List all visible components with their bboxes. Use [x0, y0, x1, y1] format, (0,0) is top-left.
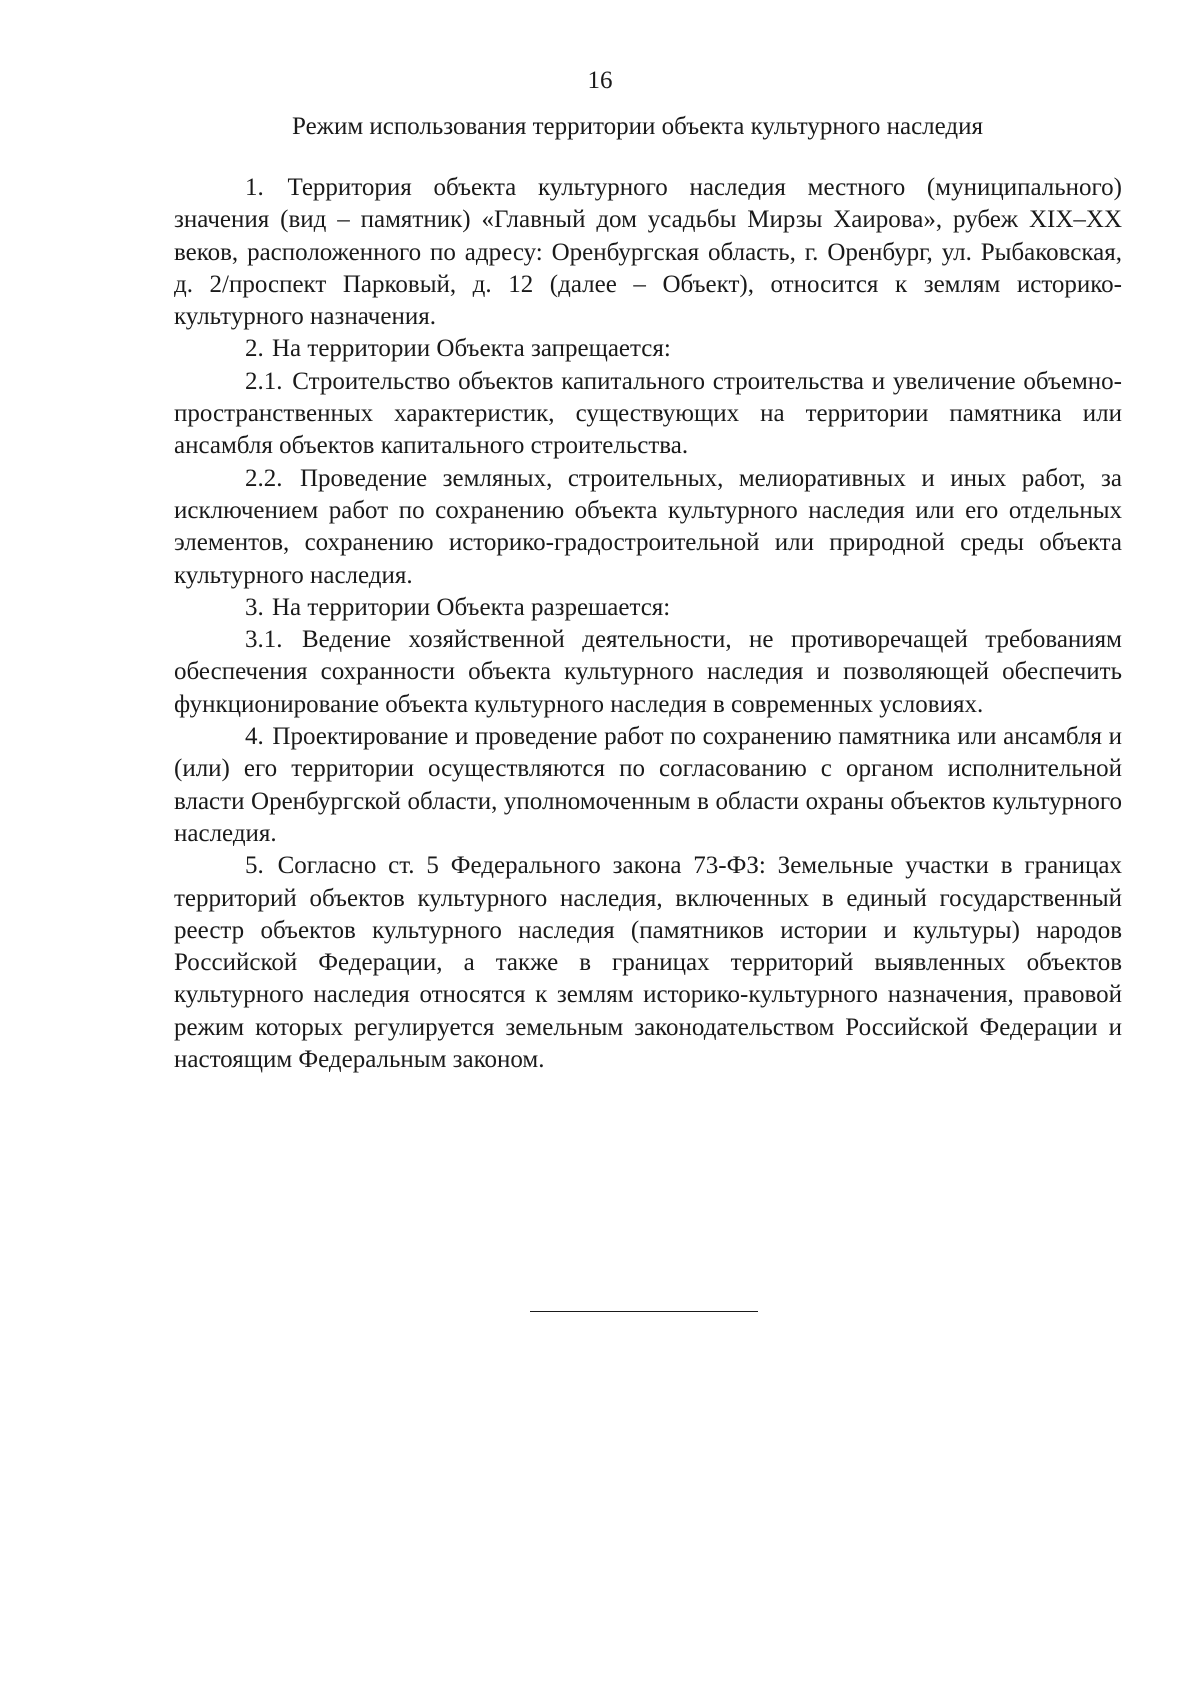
paragraph-3-1 [174, 624, 1122, 721]
paragraph-text: Проведение земляных, строительных, мелиоративных и иных работ, за исключением работ по сохранению объекта культурного наследия или его отдельных элементов, сохранению историко-градостроительной или природной среды объекта культурного наследия. [174, 464, 1123, 589]
paragraph-number: 4. [245, 723, 264, 751]
paragraph-number: 5. [245, 852, 264, 880]
paragraph-text: Согласно ст. 5 Федерального закона 73-ФЗ: Земельные участки в границах территорий объектов культурного наследия, включенных в единый государственный реестр объектов культурного наследия (памятников истории и культуры) народов Российской Федерации, а также в границах территорий выявленных объектов культурного наследия относятся к землям историко-культурного назначения, правовой режим которых регулируется земельным законодательством Российской Федерации и настоящим Федеральным законом. [174, 852, 1123, 1074]
end-divider-line [530, 1311, 758, 1312]
paragraph-text: На территории Объекта запрещается: [272, 335, 671, 363]
document-body [174, 172, 1122, 1076]
paragraph-number: 1. [245, 174, 264, 201]
paragraph-2 [174, 333, 1122, 365]
paragraph-text: На территории Объекта разрешается: [272, 593, 671, 621]
paragraph-text: Ведение хозяйственной деятельности, не противоречащей требованиям обеспечения сохранности объекта культурного наследия и позволяющей обеспечить функционирование объекта культурного наследия в современных условиях. [174, 626, 1123, 718]
paragraph-text: Территория объекта культурного наследия местного (муниципального) значения (вид – памятник) «Главный дом усадьбы Мирзы Хаирова», рубеж XIX–XX веков, расположенного по адресу: Оренбургская область, г. Оренбург, ул. Рыбаковская, д. 2/проспект Парковый, д. 12 (далее – Объект), относится к землям историко-культурного назначения. [174, 174, 1123, 331]
paragraph-3 [174, 592, 1122, 624]
paragraph-number: 3.1. [245, 626, 283, 654]
document-title: Режим использования территории объекта культурного наследия [292, 113, 984, 140]
paragraph-number: 2. [245, 335, 264, 363]
paragraph-number: 3. [245, 593, 264, 621]
paragraph-text: Проектирование и проведение работ по сохранению памятника или ансамбля и (или) его территории осуществляются по согласованию с органом исполнительной власти Оренбургской области, уполномоченным в области охраны объектов культурного наследия. [174, 723, 1122, 847]
paragraph-2-1 [174, 366, 1122, 463]
paragraph-number: 2.1. [245, 367, 283, 395]
paragraph-2-2 [174, 463, 1122, 592]
paragraph-text: Строительство объектов капитального строительства и увеличение объемно-пространственных характеристик, существующих на территории памятника или ансамбля объектов капитального строительства. [174, 367, 1122, 460]
page-number: 16 [587, 67, 613, 94]
paragraph-1 [174, 172, 1122, 333]
paragraph-5 [174, 850, 1122, 1076]
paragraph-4 [174, 721, 1122, 850]
paragraph-number: 2.2. [245, 464, 283, 492]
